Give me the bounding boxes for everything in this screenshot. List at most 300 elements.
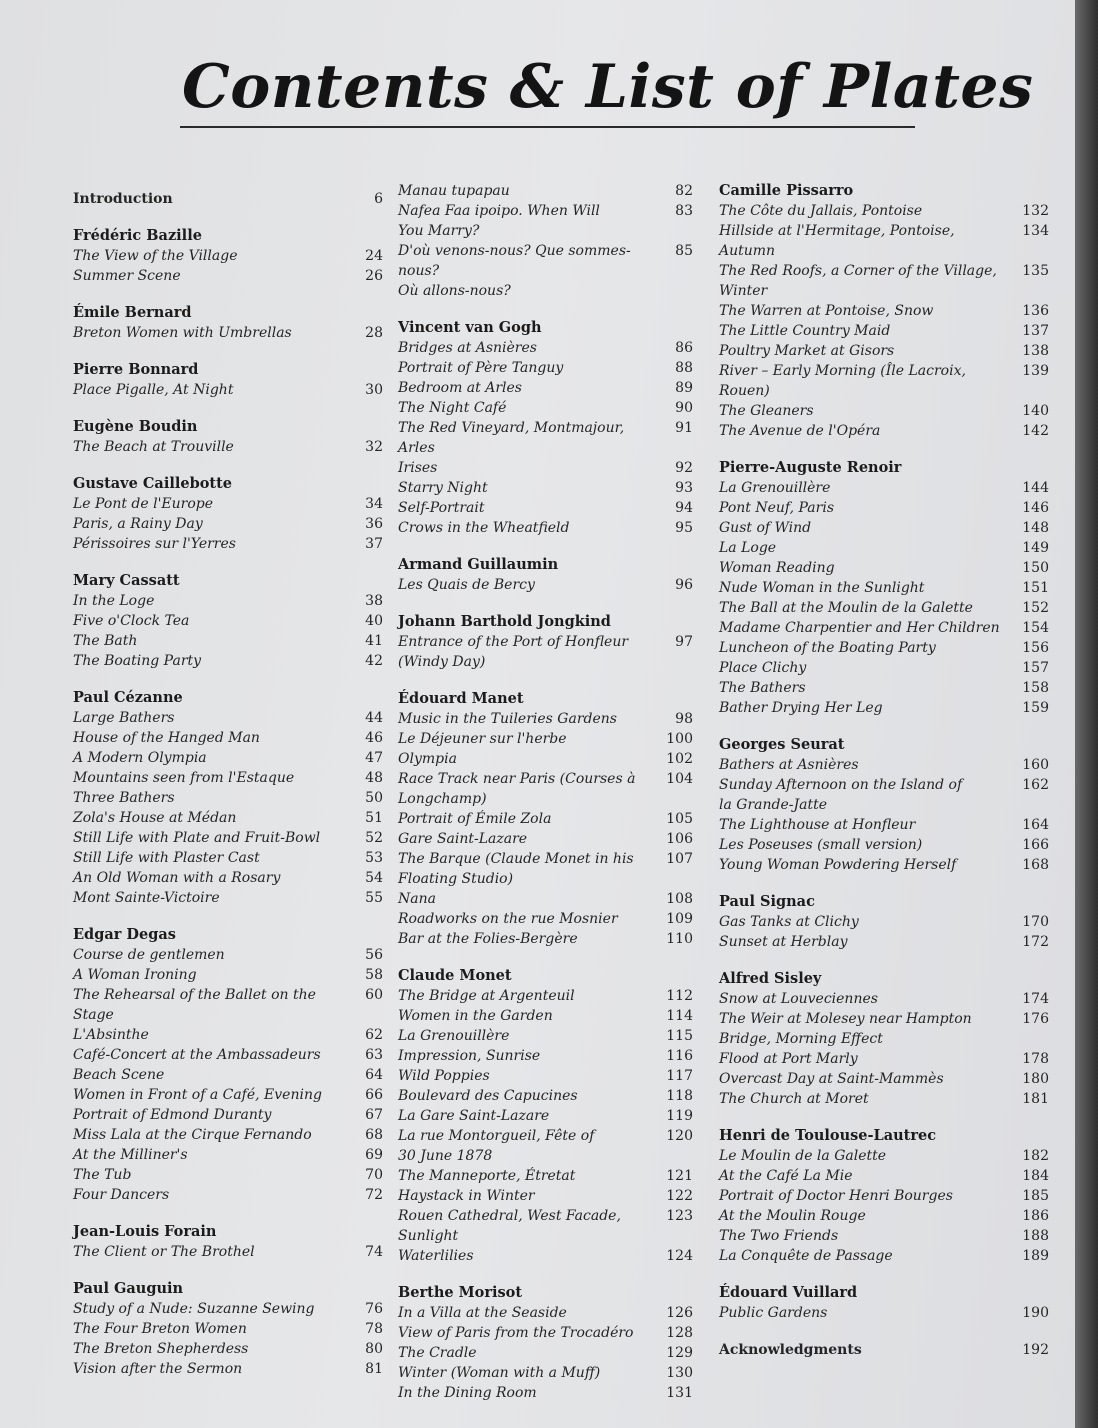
entry-title: The Ball at the Moulin de la Galette — [719, 600, 973, 616]
contents-entry — [398, 1086, 693, 1106]
contents-entry — [398, 1166, 693, 1186]
contents-section — [398, 612, 693, 672]
contents-entry — [73, 848, 383, 868]
entry-page-number: 52 — [365, 830, 383, 846]
entry-title: Portrait of Père Tanguy — [398, 360, 564, 376]
entry-page-number: 192 — [1022, 1342, 1049, 1358]
contents-entry — [73, 1145, 383, 1165]
contents-entry — [73, 534, 383, 554]
entry-page-number: 130 — [666, 1365, 693, 1381]
entry-page-number: 106 — [666, 831, 693, 847]
entry-title: The Côte du Jallais, Pontoise — [719, 203, 923, 219]
entry-page-number: 185 — [1022, 1188, 1049, 1204]
entry-title: The Little Country Maid — [719, 323, 891, 339]
entry-title: The Four Breton Women — [73, 1321, 247, 1337]
contents-entry — [719, 401, 1049, 421]
entry-page-number: 164 — [1022, 817, 1049, 833]
entry-page-number: 135 — [1022, 263, 1049, 279]
contents-section — [719, 458, 1049, 718]
entry-page-number: 55 — [365, 890, 383, 906]
entry-page-number: 44 — [365, 710, 383, 726]
entry-title: At the Moulin Rouge — [719, 1208, 866, 1224]
entry-title: The Rehearsal of the Ballet on the Stage — [73, 987, 316, 1023]
entry-title: L'Absinthe — [73, 1027, 149, 1043]
entry-title: Public Gardens — [719, 1305, 828, 1321]
entry-title: Breton Women with Umbrellas — [73, 325, 292, 341]
artist-heading: Camille Pissarro — [719, 182, 854, 199]
entry-title: The Bathers — [719, 680, 806, 696]
entry-page-number: 53 — [365, 850, 383, 866]
entry-title: Still Life with Plate and Fruit-Bowl — [73, 830, 321, 846]
contents-entry — [398, 769, 693, 809]
entry-page-number: 168 — [1022, 857, 1049, 873]
contents-entry — [73, 611, 383, 631]
entry-page-number: 54 — [365, 870, 383, 886]
entry-title: At the Café La Mie — [719, 1168, 853, 1184]
entry-page-number: 176 — [1022, 1011, 1049, 1027]
contents-entry — [719, 912, 1049, 932]
entry-title: Mont Sainte-Victoire — [73, 890, 220, 906]
entry-title: Place Clichy — [719, 660, 807, 676]
entry-title: Study of a Nude: Suzanne Sewing — [73, 1301, 315, 1317]
contents-entry — [719, 1303, 1049, 1323]
contents-section — [719, 892, 1049, 952]
entry-page-number: 30 — [365, 382, 383, 398]
contents-entry — [719, 598, 1049, 618]
entry-page-number: 72 — [365, 1187, 383, 1203]
artist-heading: Eugène Boudin — [73, 418, 198, 435]
entry-title: The Bath — [73, 633, 138, 649]
entry-page-number: 26 — [365, 268, 383, 284]
contents-entry — [719, 498, 1049, 518]
artist-heading: Claude Monet — [398, 967, 512, 984]
entry-title: Haystack in Winter — [398, 1188, 535, 1204]
entry-page-number: 151 — [1022, 580, 1049, 596]
entry-title: Madame Charpentier and Her Children — [719, 620, 1000, 636]
entry-title: Nude Woman in the Sunlight — [719, 580, 925, 596]
entry-page-number: 159 — [1022, 700, 1049, 716]
contents-section — [398, 689, 693, 949]
contents-entry — [73, 380, 383, 400]
entry-page-number: 38 — [365, 593, 383, 609]
entry-title: La Conquête de Passage — [719, 1248, 893, 1264]
entry-page-number: 126 — [666, 1305, 693, 1321]
entry-title: A Woman Ironing — [73, 967, 197, 983]
contents-entry — [398, 1126, 693, 1166]
contents-entry — [73, 631, 383, 651]
entry-page-number: 157 — [1022, 660, 1049, 676]
entry-page-number: 92 — [675, 460, 693, 476]
entry-title: Impression, Sunrise — [398, 1048, 541, 1064]
entry-page-number: 37 — [365, 536, 383, 552]
entry-page-number: 108 — [666, 891, 693, 907]
entry-title: Miss Lala at the Cirque Fernando — [73, 1127, 312, 1143]
entry-page-number: 89 — [675, 380, 693, 396]
entry-title: Beach Scene — [73, 1067, 165, 1083]
column-3 — [719, 181, 1049, 1377]
entry-title: Zola's House at Médan — [73, 810, 237, 826]
contents-entry — [719, 1146, 1049, 1166]
entry-page-number: 28 — [365, 325, 383, 341]
contents-entry — [719, 1009, 1049, 1049]
artist-heading: Henri de Toulouse-Lautrec — [719, 1127, 937, 1144]
entry-page-number: 32 — [365, 439, 383, 455]
entry-page-number: 97 — [675, 634, 693, 650]
contents-entry — [73, 437, 383, 457]
entry-page-number: 105 — [666, 811, 693, 827]
entry-page-number: 78 — [365, 1321, 383, 1337]
entry-page-number: 58 — [365, 967, 383, 983]
contents-entry — [398, 1383, 693, 1403]
contents-entry — [398, 729, 693, 749]
entry-page-number: 110 — [666, 931, 693, 947]
entry-page-number: 51 — [365, 810, 383, 826]
entry-title: Entrance of the Port of Honfleur (Windy Day) — [398, 634, 629, 670]
contents-section — [73, 1279, 383, 1379]
entry-title: Woman Reading — [719, 560, 835, 576]
contents-entry — [73, 1045, 383, 1065]
contents-entry — [73, 591, 383, 611]
entry-title: D'où venons-nous? Que sommes-nous? Où allons-nous? — [398, 243, 631, 299]
entry-page-number: 112 — [666, 988, 693, 1004]
contents-entry — [73, 266, 383, 286]
contents-entry — [719, 578, 1049, 598]
entry-title: Périssoires sur l'Yerres — [73, 536, 236, 552]
entry-title: Roadworks on the rue Mosnier — [398, 911, 618, 927]
contents-entry — [719, 698, 1049, 718]
contents-entry — [398, 1323, 693, 1343]
entry-title: The Cradle — [398, 1345, 477, 1361]
contents-section — [73, 1222, 383, 1262]
entry-page-number: 116 — [666, 1048, 693, 1064]
contents-entry — [398, 378, 693, 398]
entry-title: La Grenouillère — [719, 480, 831, 496]
contents-entry — [73, 808, 383, 828]
entry-title: Nana — [398, 891, 436, 907]
entry-page-number: 34 — [365, 496, 383, 512]
entry-title: Summer Scene — [73, 268, 181, 284]
entry-page-number: 131 — [666, 1385, 693, 1401]
contents-entry — [719, 1049, 1049, 1069]
artist-heading: Frédéric Bazille — [73, 227, 202, 244]
entry-page-number: 129 — [666, 1345, 693, 1361]
entry-page-number: 68 — [365, 1127, 383, 1143]
entry-page-number: 182 — [1022, 1148, 1049, 1164]
entry-page-number: 67 — [365, 1107, 383, 1123]
entry-title: Sunset at Herblay — [719, 934, 848, 950]
entry-title: Paris, a Rainy Day — [73, 516, 203, 532]
contents-section — [398, 318, 693, 538]
entry-title: Women in the Garden — [398, 1008, 553, 1024]
entry-page-number: 40 — [365, 613, 383, 629]
contents-entry — [719, 478, 1049, 498]
entry-title: The Tub — [73, 1167, 132, 1183]
contents-entry — [398, 829, 693, 849]
entry-page-number: 142 — [1022, 423, 1049, 439]
entry-title: Le Déjeuner sur l'herbe — [398, 731, 567, 747]
contents-section — [73, 474, 383, 554]
entry-title: Bedroom at Arles — [398, 380, 522, 396]
contents-section — [73, 360, 383, 400]
entry-title: The Red Roofs, a Corner of the Village, Winter — [719, 263, 997, 299]
entry-page-number: 64 — [365, 1067, 383, 1083]
entry-page-number: 180 — [1022, 1071, 1049, 1087]
contents-entry — [398, 478, 693, 498]
entry-page-number: 104 — [666, 771, 693, 787]
entry-page-number: 69 — [365, 1147, 383, 1163]
contents-section — [719, 1126, 1049, 1266]
contents-entry — [73, 494, 383, 514]
contents-entry — [719, 341, 1049, 361]
contents-entry — [73, 1085, 383, 1105]
entry-title: Flood at Port Marly — [719, 1051, 858, 1067]
entry-title: The Two Friends — [719, 1228, 839, 1244]
artist-heading: Pierre Bonnard — [73, 361, 199, 378]
contents-section — [73, 189, 383, 209]
entry-page-number: 48 — [365, 770, 383, 786]
entry-title: The Avenue de l'Opéra — [719, 423, 881, 439]
artist-heading: Gustave Caillebotte — [73, 475, 232, 492]
contents-entry — [719, 1206, 1049, 1226]
entry-title: The Night Café — [398, 400, 507, 416]
entry-page-number: 63 — [365, 1047, 383, 1063]
entry-title: Bathers at Asnières — [719, 757, 859, 773]
contents-entry — [719, 1226, 1049, 1246]
contents-entry — [73, 323, 383, 343]
entry-page-number: 56 — [365, 947, 383, 963]
entry-title: Portrait of Doctor Henri Bourges — [719, 1188, 953, 1204]
entry-title: Young Woman Powdering Herself — [719, 857, 957, 873]
contents-entry — [398, 575, 693, 595]
contents-entry — [719, 1246, 1049, 1266]
entry-page-number: 122 — [666, 1188, 693, 1204]
entry-page-number: 190 — [1022, 1305, 1049, 1321]
contents-entry — [73, 1299, 383, 1319]
entry-title: Introduction — [73, 191, 173, 207]
contents-entry — [73, 514, 383, 534]
entry-title: The Client or The Brothel — [73, 1244, 255, 1260]
contents-entry — [73, 1339, 383, 1359]
contents-entry — [398, 1363, 693, 1383]
entry-title: Poultry Market at Gisors — [719, 343, 895, 359]
entry-page-number: 47 — [365, 750, 383, 766]
entry-title: Music in the Tuileries Gardens — [398, 711, 617, 727]
entry-title: Gust of Wind — [719, 520, 812, 536]
entry-page-number: 172 — [1022, 934, 1049, 950]
entry-title: Acknowledgments — [719, 1342, 862, 1358]
contents-entry — [73, 1185, 383, 1205]
entry-page-number: 150 — [1022, 560, 1049, 576]
entry-page-number: 95 — [675, 520, 693, 536]
entry-title: In the Dining Room — [398, 1385, 537, 1401]
entry-page-number: 186 — [1022, 1208, 1049, 1224]
entry-page-number: 62 — [365, 1027, 383, 1043]
entry-title: Self-Portrait — [398, 500, 485, 516]
entry-page-number: 128 — [666, 1325, 693, 1341]
contents-entry — [73, 1065, 383, 1085]
entry-title: Five o'Clock Tea — [73, 613, 190, 629]
entry-page-number: 80 — [365, 1341, 383, 1357]
entry-title: Portrait of Émile Zola — [398, 811, 552, 827]
contents-entry — [398, 1106, 693, 1126]
artist-heading: Vincent van Gogh — [398, 319, 542, 336]
entry-page-number: 146 — [1022, 500, 1049, 516]
entry-page-number: 98 — [675, 711, 693, 727]
entry-page-number: 152 — [1022, 600, 1049, 616]
contents-entry — [719, 1089, 1049, 1109]
entry-title: Crows in the Wheatfield — [398, 520, 570, 536]
contents-entry — [73, 651, 383, 671]
contents-entry — [719, 361, 1049, 401]
contents-section — [73, 303, 383, 343]
contents-section — [719, 1340, 1049, 1360]
entry-title: Course de gentlemen — [73, 947, 225, 963]
entry-page-number: 138 — [1022, 343, 1049, 359]
entry-title: House of the Hanged Man — [73, 730, 260, 746]
contents-entry — [73, 728, 383, 748]
entry-title: Café-Concert at the Ambassadeurs — [73, 1047, 321, 1063]
contents-entry — [398, 458, 693, 478]
entry-title: The Breton Shepherdess — [73, 1341, 249, 1357]
entry-page-number: 46 — [365, 730, 383, 746]
entry-title: Boulevard des Capucines — [398, 1088, 578, 1104]
entry-page-number: 174 — [1022, 991, 1049, 1007]
entry-page-number: 121 — [666, 1168, 693, 1184]
entry-page-number: 70 — [365, 1167, 383, 1183]
entry-page-number: 118 — [666, 1088, 693, 1104]
entry-title: A Modern Olympia — [73, 750, 207, 766]
entry-page-number: 81 — [365, 1361, 383, 1377]
artist-heading: Édouard Manet — [398, 690, 524, 707]
entry-page-number: 86 — [675, 340, 693, 356]
entry-title: Place Pigalle, At Night — [73, 382, 234, 398]
entry-page-number: 83 — [675, 203, 693, 219]
artist-heading: Berthe Morisot — [398, 1284, 523, 1301]
entry-title: The View of the Village — [73, 248, 238, 264]
contents-section — [719, 969, 1049, 1109]
contents-entry — [719, 301, 1049, 321]
contents-section — [719, 1283, 1049, 1323]
contents-entry — [719, 321, 1049, 341]
contents-entry — [398, 1343, 693, 1363]
entry-title: The Gleaners — [719, 403, 814, 419]
artist-heading: Paul Gauguin — [73, 1280, 184, 1297]
entry-page-number: 117 — [666, 1068, 693, 1084]
entry-title: La Loge — [719, 540, 777, 556]
contents-entry — [398, 889, 693, 909]
contents-entry — [398, 1066, 693, 1086]
contents-entry — [719, 558, 1049, 578]
entry-title: Luncheon of the Boating Party — [719, 640, 936, 656]
contents-entry — [73, 708, 383, 728]
artist-heading: Johann Barthold Jongkind — [398, 613, 611, 630]
entry-title: Bar at the Folies-Bergère — [398, 931, 578, 947]
column-1 — [73, 189, 383, 1396]
entry-title: Gas Tanks at Clichy — [719, 914, 859, 930]
entry-title: Winter (Woman with a Muff) — [398, 1365, 601, 1381]
entry-page-number: 42 — [365, 653, 383, 669]
contents-entry — [719, 658, 1049, 678]
contents-entry — [73, 1025, 383, 1045]
entry-title: Bridges at Asnières — [398, 340, 537, 356]
entry-title: View of Paris from the Trocadéro — [398, 1325, 634, 1341]
artist-heading: Paul Signac — [719, 893, 815, 910]
contents-entry — [398, 849, 693, 889]
entry-title: Sunday Afternoon on the Island of la Grande-Jatte — [719, 777, 963, 813]
artist-heading: Georges Seurat — [719, 736, 845, 753]
entry-title: In a Villa at the Seaside — [398, 1305, 567, 1321]
contents-entry — [398, 1186, 693, 1206]
entry-page-number: 148 — [1022, 520, 1049, 536]
artist-heading: Émile Bernard — [73, 304, 192, 321]
entry-page-number: 132 — [1022, 203, 1049, 219]
contents-entry — [719, 261, 1049, 301]
entry-title: The Church at Moret — [719, 1091, 869, 1107]
contents-entry — [398, 338, 693, 358]
entry-page-number: 184 — [1022, 1168, 1049, 1184]
entry-page-number: 166 — [1022, 837, 1049, 853]
entry-page-number: 66 — [365, 1087, 383, 1103]
contents-entry — [73, 868, 383, 888]
contents-entry — [719, 518, 1049, 538]
entry-title: La Gare Saint-Lazare — [398, 1108, 550, 1124]
artist-heading: Edgar Degas — [73, 926, 176, 943]
contents-section — [398, 1283, 693, 1403]
contents-entry — [398, 1206, 693, 1246]
entry-page-number: 94 — [675, 500, 693, 516]
entry-title: Pont Neuf, Paris — [719, 500, 835, 516]
entry-page-number: 170 — [1022, 914, 1049, 930]
entry-title: At the Milliner's — [73, 1147, 188, 1163]
entry-title: Irises — [398, 460, 438, 476]
entry-page-number: 120 — [666, 1128, 693, 1144]
entry-title: Wild Poppies — [398, 1068, 490, 1084]
entry-title: Manau tupapau — [398, 183, 510, 199]
entry-title: Still Life with Plaster Cast — [73, 850, 260, 866]
entry-page-number: 119 — [666, 1108, 693, 1124]
entry-title: Le Pont de l'Europe — [73, 496, 214, 512]
contents-entry — [719, 855, 1049, 875]
entry-page-number: 149 — [1022, 540, 1049, 556]
contents-entry — [73, 1359, 383, 1379]
entry-title: The Weir at Molesey near Hampton Bridge, Morning Effect — [719, 1011, 972, 1047]
entry-page-number: 50 — [365, 790, 383, 806]
entry-page-number: 139 — [1022, 363, 1049, 379]
entry-title: Large Bathers — [73, 710, 175, 726]
contents-entry — [398, 398, 693, 418]
entry-title: The Red Vineyard, Montmajour, Arles — [398, 420, 625, 456]
contents-entry — [398, 929, 693, 949]
contents-section — [719, 181, 1049, 441]
entry-page-number: 181 — [1022, 1091, 1049, 1107]
contents-entry — [73, 246, 383, 266]
contents-entry — [73, 1319, 383, 1339]
contents-entry — [73, 768, 383, 788]
entry-title: Les Poseuses (small version) — [719, 837, 923, 853]
entry-page-number: 100 — [666, 731, 693, 747]
contents-entry — [719, 201, 1049, 221]
entry-page-number: 102 — [666, 751, 693, 767]
entry-title: Starry Night — [398, 480, 488, 496]
contents-section — [719, 735, 1049, 875]
contents-entry — [73, 1105, 383, 1125]
entry-page-number: 136 — [1022, 303, 1049, 319]
contents-entry — [719, 1186, 1049, 1206]
contents-entry — [719, 618, 1049, 638]
page-edge-shadow — [1075, 0, 1098, 1428]
entry-page-number: 154 — [1022, 620, 1049, 636]
entry-page-number: 107 — [666, 851, 693, 867]
